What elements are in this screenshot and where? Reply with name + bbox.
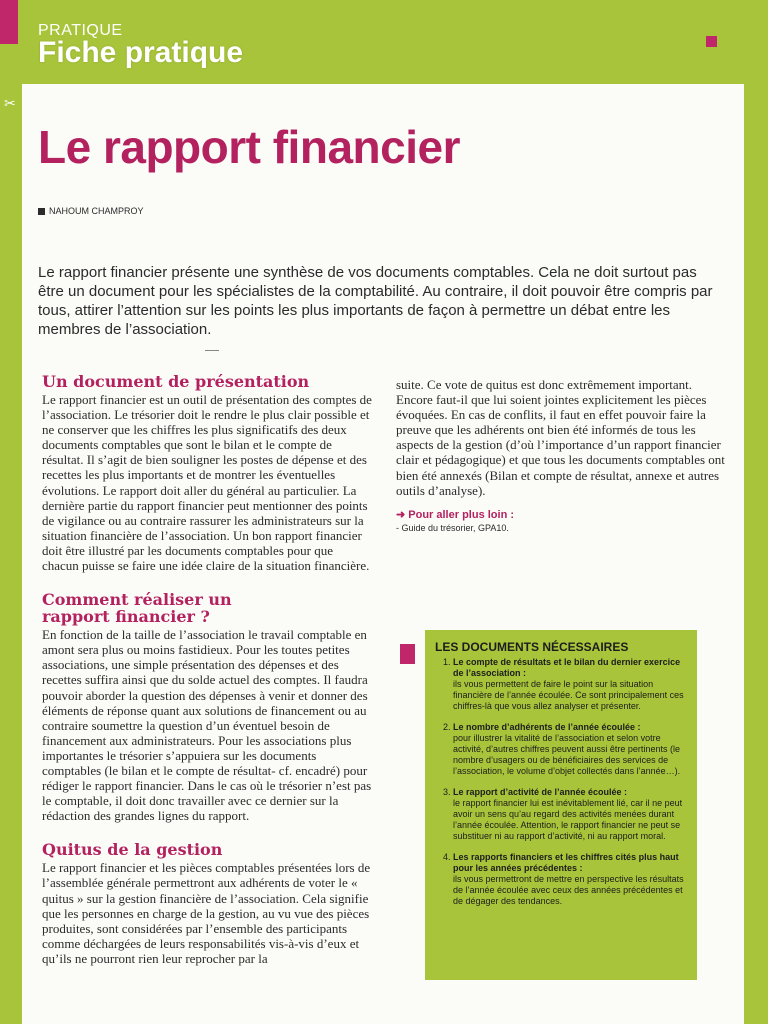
- section-body: En fonction de la taille de l’association le travail comptable en amont sera plus ou moins fastidieux. Pour les toutes petites associations, une simple présentation des dépenses et des recettes suffira ainsi que du solde actuel des comptes. Il faudra pouvoir aborder la question des dépenses à venir et donner des éléments de réponse quant aux solutions de financement ou au contraire soumettre la question d’un éventuel besoin de financement aux administrateurs. Pour les associations plus importantes le trésorier s’appuiera sur les documents comptables (le bilan et le compte de résultat- cf. encadré) pour rédiger le rapport financier. Dans le cas où le trésorier n’est pas le comptable, il doit donc travailler avec ce dernier sur la rédaction des grandes lignes du rapport.: [42, 627, 372, 824]
- continuation-text: suite. Ce vote de quitus est donc extrêmement important. Encore faut-il que lui soient jointes explicitement les pièces évoquées. En cas de conflits, il faut en effet pouvoir faire la preuve que les adhérents ont bien été informés de tous les aspects de la gestion (d’où l’importance d’un rapport financier clair et pédagogique) et que tous les documents comptables ont bien été annexés (Bilan et compte de résultat, annexe et autres outils d’analyse).: [396, 377, 725, 498]
- list-item: [453, 657, 685, 712]
- article-title: Le rapport financier: [38, 121, 460, 173]
- item-desc: pour illustrer la vitalité de l’association et selon votre activité, d’autres chiffres peuvent aussi être pertinents (le nombre d’usagers ou de bénéficiaires des services de l’association, le volume d’objet collectés dans l’année…).: [453, 733, 681, 776]
- section-heading: Quitus de la gestion: [42, 840, 223, 860]
- documents-box: [425, 630, 697, 980]
- section-body: Le rapport financier est un outil de présentation des comptes de l’association. Le trésorier doit le rendre le plus clair possible et ne conserver que les chiffres les plus significatifs des deux documents comptables que sont le bilan et le compte de résultat. Il s’agit de bien souligner les postes de dépense et des recettes les plus importants et de montrer les éventuelles évolutions. Le rapport doit aller du général au particulier. La dernière partie du rapport financier peut mentionner des points de vigilance ou au contraire rassurer les administrateurs sur la situation financière de l’association. Un bon rapport financier doit être illustré par les documents comptables pour que chacun puisse se faire une idée claire de la situation financière.: [42, 392, 372, 574]
- left-column: [38, 373, 372, 984]
- decor-dash: [205, 350, 219, 351]
- decor-square: [706, 36, 717, 47]
- byline-bullet-icon: [38, 208, 45, 215]
- documents-list: [435, 657, 685, 907]
- list-item: [453, 852, 685, 907]
- byline: [38, 206, 144, 216]
- section-heading: Un document de présentation: [42, 372, 310, 391]
- box-marker: [400, 644, 415, 664]
- further-reading-item: - Guide du trésorier, GPA10.: [396, 522, 509, 533]
- item-desc: le rapport financier lui est inévitablement lié, car il ne peut avoir un sens qu’au regard des activités menées durant l’année écoulée. Attention, le rapport financier ne peut se substituer ni au rapport d’activité, ni au rapport moral.: [453, 798, 683, 841]
- box-title: LES DOCUMENTS NÉCESSAIRES: [435, 640, 629, 654]
- list-item: [453, 787, 685, 842]
- section-title: Fiche pratique: [38, 36, 244, 69]
- rubric-label: PRATIQUE: [38, 22, 123, 39]
- list-item: [453, 722, 685, 777]
- lead-paragraph: Le rapport financier présente une synthèse de vos documents comptables. Cela ne doit surtout pas être un document pour les spécialistes de la comptabilité. Au contraire, il doit pouvoir être compris par tous, attirer l’attention sur les points les plus importants de façon à permettre un débat entre les membres de l’association.: [38, 264, 713, 338]
- scissors-icon: ✂: [4, 96, 16, 112]
- item-desc: ils vous permettent de faire le point sur la situation financière de l’année écoulée. Ce sont principalement ces chiffres-là que vous allez analyser et présenter.: [453, 679, 684, 711]
- item-head: 2. Le nombre d’adhérents de l’année écoulée :: [453, 722, 641, 732]
- item-desc: ils vous permettront de mettre en perspective les résultats de l’année écoulée avec ceux des années précédentes et de dégager des tendances.: [453, 874, 684, 906]
- item-head: 3. Le rapport d’activité de l’année écoulée :: [453, 787, 628, 797]
- section-body: Le rapport financier et les pièces comptables présentées lors de l’assemblée générale permettront aux adhérents de voter le « quitus » sur la gestion financière de l’association. Cela signifie que les personnes en charge de la gestion, au vu vue des pièces produites, sont considérées par l’ensemble des participants comme déchargées de leurs responsabilités vis-à-vis d’eux et qu’ils ne pourront rien leur reprocher par la: [42, 860, 371, 966]
- right-column: [396, 377, 726, 533]
- item-head: 4. Les rapports financiers et les chiffres cités plus haut pour les années précédentes :: [453, 852, 679, 873]
- item-head: 1. Le compte de résultats et le bilan du dernier exercice de l’association :: [453, 657, 681, 678]
- section-heading: Comment réaliser un rapport financier ?: [42, 590, 232, 627]
- corner-marker-overlay: [0, 0, 18, 44]
- author-name: NAHOUM CHAMPROY: [49, 206, 144, 216]
- further-reading-label: ➜ Pour aller plus loin :: [396, 508, 515, 521]
